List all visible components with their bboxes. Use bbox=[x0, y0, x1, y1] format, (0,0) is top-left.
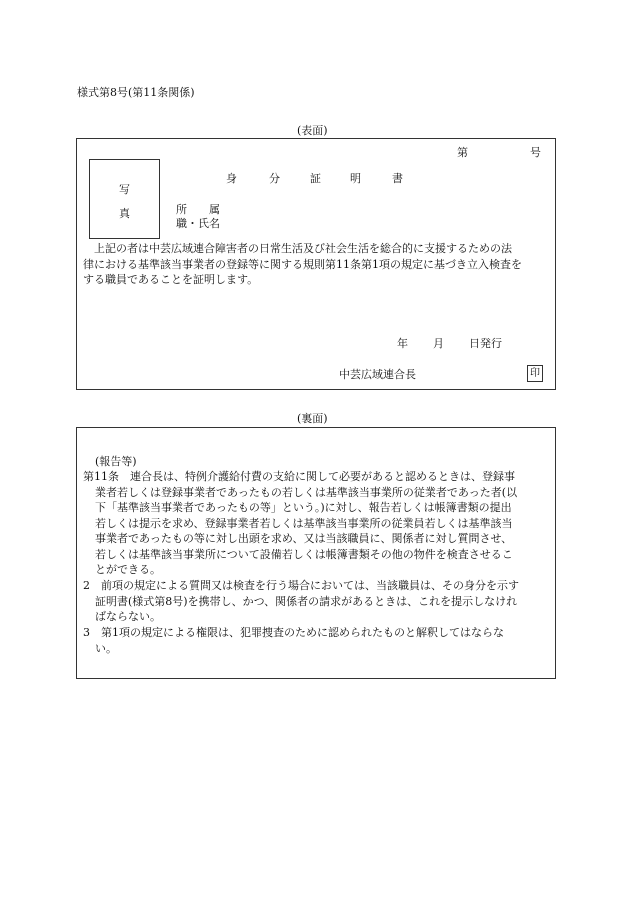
article-line: 若しくは基準該当事業所について設備若しくは帳簿書類その他の物件を検査させるこ bbox=[95, 547, 513, 561]
reporting-heading: (報告等) bbox=[95, 455, 137, 468]
front-caption: (表面) bbox=[297, 124, 328, 137]
issuer-name: 中芸広域連合長 bbox=[339, 368, 416, 381]
title-char-1: 身 bbox=[226, 172, 237, 185]
seal-mark: 印 bbox=[527, 365, 543, 382]
back-caption: (裏面) bbox=[297, 412, 328, 425]
article-line: とができる。 bbox=[95, 563, 161, 576]
paragraph-line: ばならない。 bbox=[95, 610, 161, 623]
name-label: 職・氏名 bbox=[176, 217, 220, 230]
date-issued: 日発行 bbox=[469, 337, 502, 350]
date-month: 月 bbox=[433, 337, 444, 350]
certification-line: 律における基準該当事業者の登録等に関する規則第11条第1項の規定に基づき立入検査を bbox=[83, 257, 522, 271]
form-label: 様式第8号(第11条関係) bbox=[77, 86, 195, 99]
paragraph-line: 証明書(様式第8号)を携帯し、かつ、関係者の請求があるときは、これを提示しなけれ bbox=[95, 594, 518, 608]
paragraph-line: 3 第1項の規定による権限は、犯罪捜査のために認められたものと解釈してはならな bbox=[83, 626, 504, 639]
certificate-back bbox=[76, 427, 556, 679]
photo-label-2: 真 bbox=[119, 207, 130, 220]
affiliation-label: 所 属 bbox=[176, 203, 220, 216]
certification-line: 上記の者は中芸広域連合障害者の日常生活及び社会生活を総合的に支援するための法 bbox=[83, 242, 512, 255]
article-line: 業者若しくは登録事業者であったもの若しくは基準該当事業所の従業者であった者(以 bbox=[95, 485, 518, 499]
article-line: 下「基準該当事業者であったもの等」という。)に対し、報告若しくは帳簿書類の提出 bbox=[95, 501, 512, 514]
certification-line: する職員であることを証明します。 bbox=[83, 273, 259, 286]
number-go: 号 bbox=[530, 146, 541, 159]
photo-label-1: 写 bbox=[119, 183, 130, 196]
article-line: 第11条 連合長は、特例介護給付費の支給に関して必要があると認めるときは、登録事 bbox=[83, 470, 515, 483]
article-line: 事業者であったもの等に対し出頭を求め、又は当該職員に、関係者に対し質問させ、 bbox=[95, 532, 513, 545]
photo-placeholder bbox=[89, 159, 160, 239]
certification-text bbox=[83, 241, 553, 288]
paragraph-2-text bbox=[83, 578, 553, 625]
title-char-4: 明 bbox=[350, 172, 361, 185]
date-year: 年 bbox=[397, 337, 408, 350]
title-char-2: 分 bbox=[269, 172, 280, 185]
number-dai: 第 bbox=[457, 146, 468, 159]
article-11-text bbox=[83, 469, 553, 578]
article-line: 若しくは提示を求め、登録事業者若しくは基準該当事業所の従業員若しくは基準該当 bbox=[95, 516, 513, 530]
paragraph-line: い。 bbox=[95, 641, 117, 655]
paragraph-line: 2 前項の規定による質問又は検査を行う場合においては、当該職員は、その身分を示す bbox=[83, 579, 519, 592]
title-char-3: 証 bbox=[310, 172, 321, 185]
paragraph-3-text bbox=[83, 625, 553, 656]
certificate-front bbox=[76, 138, 556, 390]
title-char-5: 書 bbox=[392, 172, 403, 185]
